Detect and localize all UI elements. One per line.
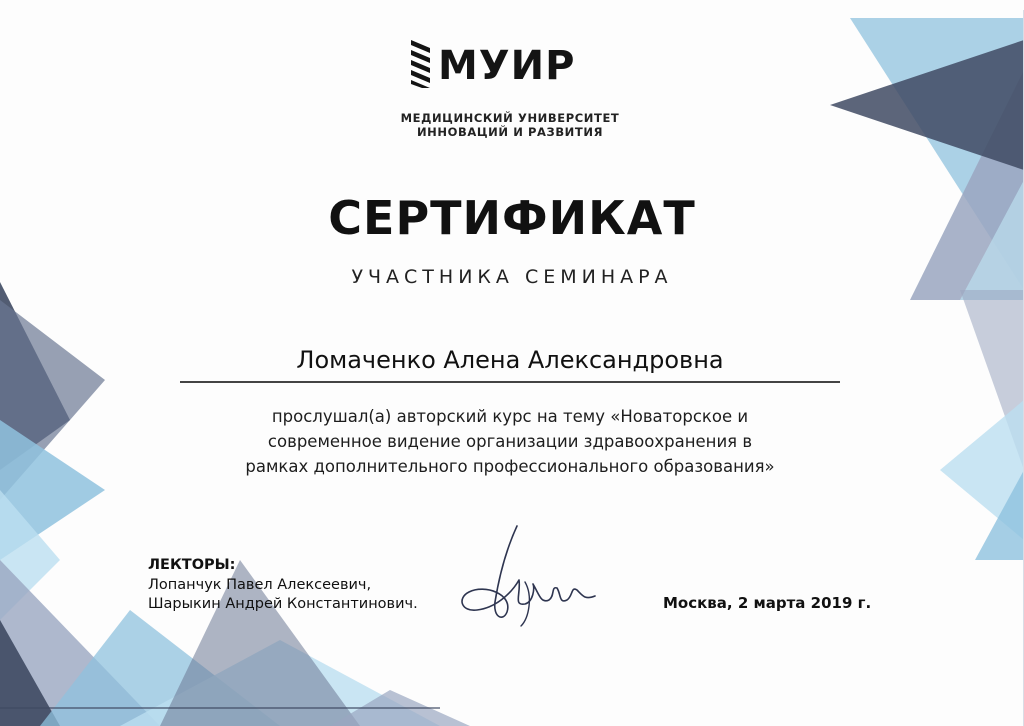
name-underline xyxy=(180,381,840,383)
org-name-line2: ИННОВАЦИЙ И РАЗВИТИЯ xyxy=(416,125,604,139)
certificate-title: СЕРТИФИКАТ xyxy=(328,191,696,245)
logo-wordmark: МУИР xyxy=(438,43,576,89)
university-logo xyxy=(408,38,628,98)
certificate-subtitle: УЧАСТНИКА СЕМИНАРА xyxy=(351,266,673,288)
course-description xyxy=(170,404,850,479)
logo-chevron-icon xyxy=(408,38,436,92)
course-description-line: современное видение организации здравоохранения в xyxy=(267,432,753,451)
lecturers-heading: ЛЕКТОРЫ: xyxy=(148,557,236,573)
lecturer-name: Лопанчук Павел Алексеевич, xyxy=(148,577,372,593)
handwritten-signature xyxy=(455,522,605,632)
recipient-name: Ломаченко Алена Александровна xyxy=(296,346,724,374)
lecturer-name: Шарыкин Андрей Константинович. xyxy=(148,596,418,612)
org-name-line1: МЕДИЦИНСКИЙ УНИВЕРСИТЕТ xyxy=(400,111,620,125)
course-description-line: прослушал(а) авторский курс на тему «Новаторское и xyxy=(271,407,749,426)
place-and-date: Москва, 2 марта 2019 г. xyxy=(663,594,872,612)
course-description-line: рамках дополнительного профессионального образования» xyxy=(245,457,775,476)
